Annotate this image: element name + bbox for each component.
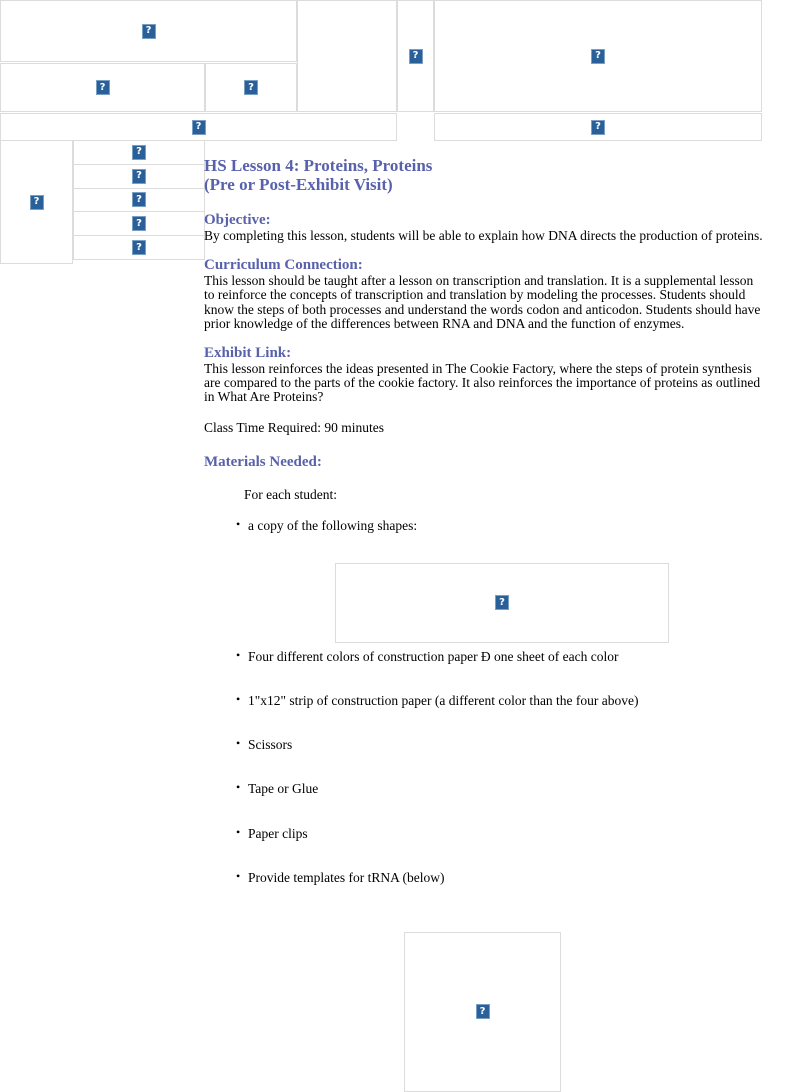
list-item: • Paper clips <box>236 827 764 841</box>
secondary-navbar[interactable] <box>434 113 762 141</box>
page-title-line-1: HS Lesson 4: Proteins, Proteins <box>204 156 433 175</box>
banner-logo-cell[interactable] <box>0 0 297 62</box>
materials-heading: Materials Needed: <box>204 453 322 470</box>
page-title-line-2: (Pre or Post-Exhibit Visit) <box>204 175 393 195</box>
broken-image-icon <box>142 24 156 39</box>
main-content <box>204 156 764 1092</box>
materials-list <box>204 519 764 533</box>
trna-template-figure[interactable] <box>404 932 561 1092</box>
list-item: • Scissors <box>236 738 764 752</box>
exhibit-link-text: This lesson reinforces the ideas presented in The Cookie Factory, where the steps of protein synthesis are compared to the parts of the cookie factory. It also reinforces the importance of proteins as outlined in What Are Proteins? <box>204 360 761 405</box>
broken-image-icon <box>132 216 146 231</box>
curriculum-heading: Curriculum Connection: <box>204 257 363 274</box>
sidebar-item-1[interactable] <box>73 140 205 165</box>
broken-image-icon <box>192 120 206 135</box>
list-item: • a copy of the following shapes: <box>236 519 764 533</box>
broken-image-icon <box>495 595 509 610</box>
banner-divider-cell[interactable] <box>397 0 434 112</box>
broken-image-icon <box>30 195 44 210</box>
sidebar-item-5[interactable] <box>73 235 205 260</box>
exhibit-link-heading: Exhibit Link: <box>204 344 292 361</box>
curriculum-text: This lesson should be taught after a lesson on transcription and translation. It is a supplemental lesson to reinforce the concepts of transcription and translation by modeling the processes. Students should know the steps of both processes and understand the words codon and anticodon. Students should have prior knowledge of the differences between RNA and DNA and the function of enzymes. <box>204 273 761 331</box>
broken-image-icon <box>244 80 258 95</box>
banner-badge-cell[interactable] <box>205 63 297 112</box>
banner-spacer-cell <box>297 0 397 112</box>
broken-image-icon <box>591 49 605 64</box>
broken-image-icon <box>409 49 423 64</box>
sidebar-item-3[interactable] <box>73 188 205 213</box>
broken-image-icon <box>132 169 146 184</box>
page-header <box>0 0 800 141</box>
broken-image-icon <box>476 1004 490 1019</box>
materials-list-continued <box>204 650 764 885</box>
page-title <box>204 156 764 194</box>
broken-image-icon <box>591 120 605 135</box>
broken-image-icon <box>132 240 146 255</box>
sidebar-item-2[interactable] <box>73 164 205 189</box>
list-item: • 1"x12" strip of construction paper (a different color than the four above) <box>236 694 764 708</box>
class-time-text: Class Time Required: 90 minutes <box>204 420 385 436</box>
shapes-figure[interactable] <box>335 563 669 643</box>
sidebar-item-4[interactable] <box>73 211 205 236</box>
broken-image-icon <box>132 192 146 207</box>
banner-subtitle-cell[interactable] <box>0 63 205 112</box>
sidebar-logo[interactable] <box>0 140 73 264</box>
list-item: • Provide templates for tRNA (below) <box>236 871 764 885</box>
broken-image-icon <box>132 145 146 160</box>
sidebar <box>0 140 205 264</box>
primary-navbar[interactable] <box>0 113 397 141</box>
sidebar-nav-list <box>73 140 205 264</box>
list-item: • Tape or Glue <box>236 782 764 796</box>
objective-heading: Objective: <box>204 212 271 229</box>
objective-text: By completing this lesson, students will be able to explain how DNA directs the production of proteins. <box>204 228 763 244</box>
list-item: • Four different colors of construction paper Ð one sheet of each color <box>236 650 764 664</box>
broken-image-icon <box>96 80 110 95</box>
banner-artwork-cell[interactable] <box>434 0 762 112</box>
materials-intro: For each student: <box>244 486 337 502</box>
